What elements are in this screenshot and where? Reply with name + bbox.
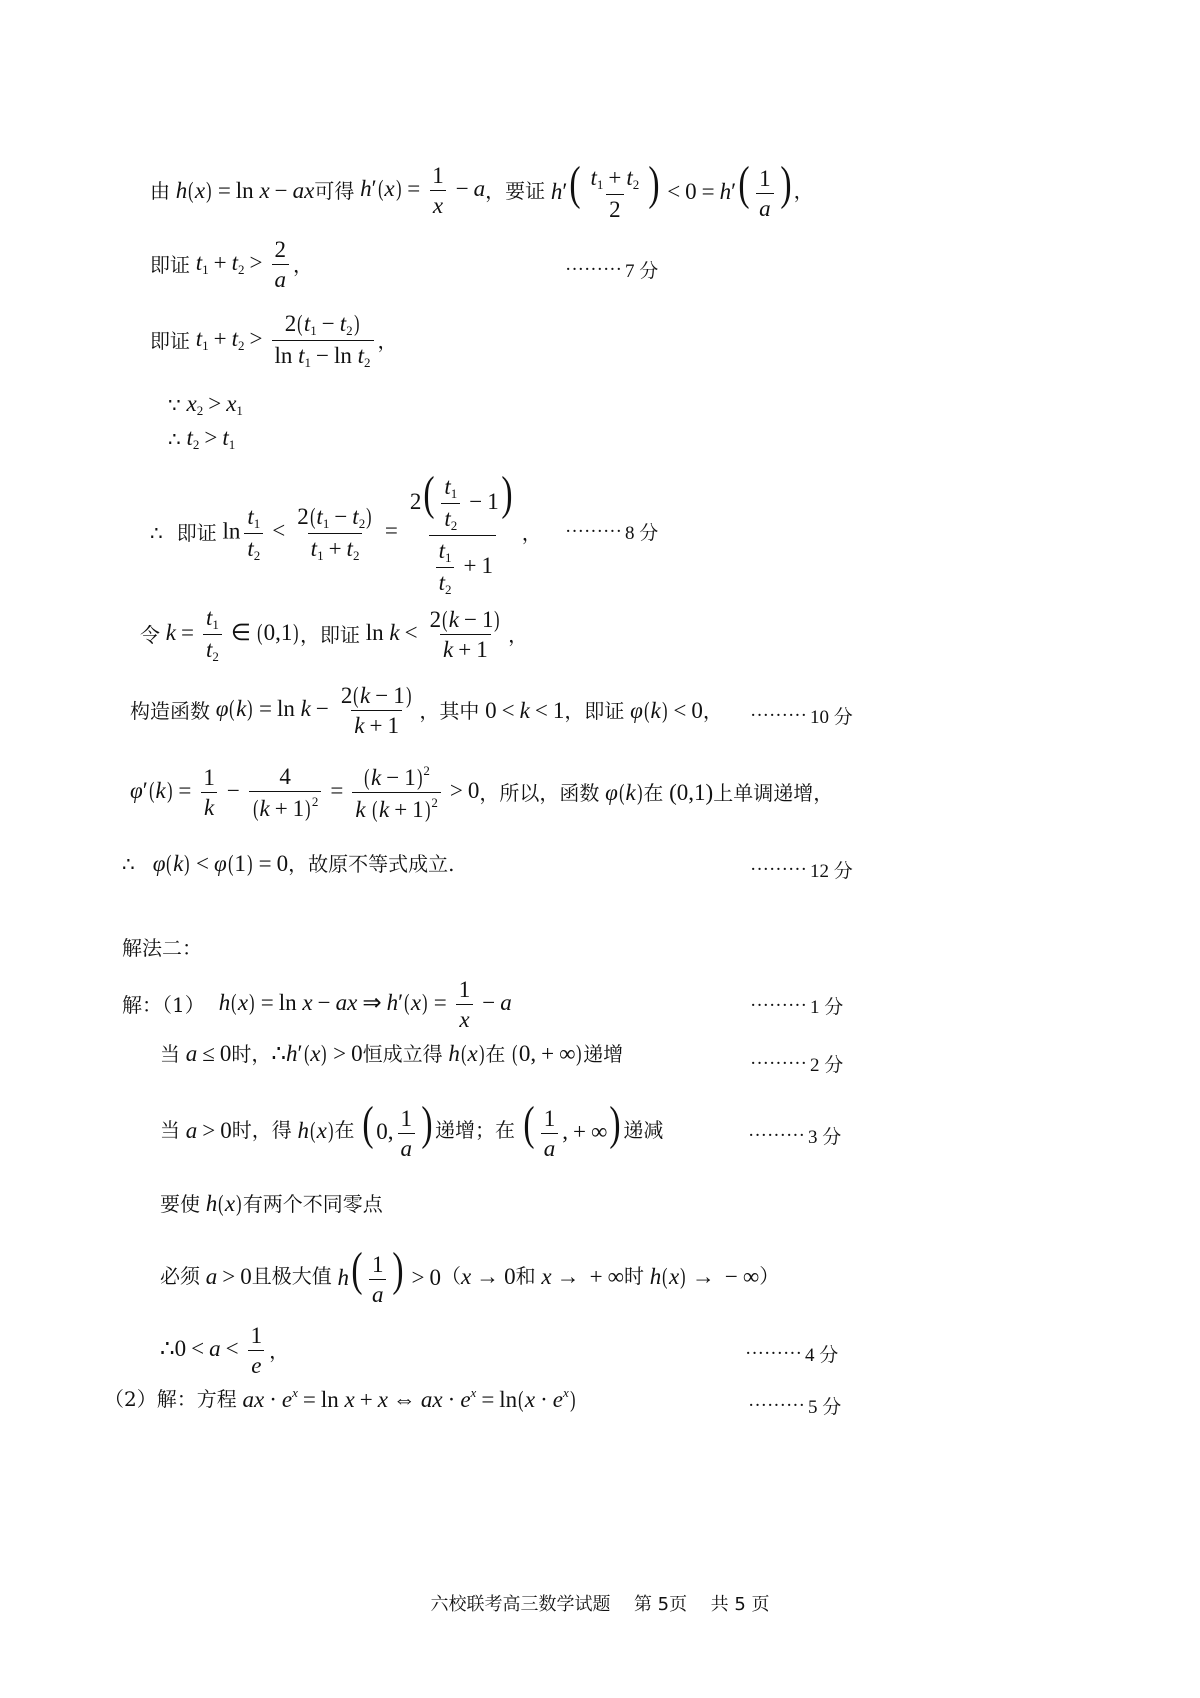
formula-interval-01: (0,1) <box>663 780 714 805</box>
footer-page: 第 5页 <box>633 1594 688 1615</box>
formula-x-to-inf: x → + ∞ <box>541 1263 625 1289</box>
formula-t2-gt-t1: $t_2 > t_1$ <box>186 425 236 452</box>
formula-hx-to-neg-inf: h(x) → − ∞ <box>649 1263 760 1289</box>
line-case-a-nonpos: 当 a ≤ 0 时， ∴h′(x) > 0 恒成立得 h(x) 在 (0, + ∞) 递增 <box>160 1041 624 1066</box>
score-marker: ········· 2 分 <box>750 1052 844 1076</box>
formula-a-range: ∴0 < a < $\frac{1}{e}$ <box>160 1324 269 1377</box>
line-conclusion: ∴ φ(k) < φ(1) = 0 ，故原不等式成立. <box>122 851 455 876</box>
line-part-one: 解：（1） h(x) = ln x − ax ⇒ h′(x) = $\frac{1}{x}$ − a <box>122 977 512 1032</box>
formula-phi-lt: φ(k) < φ(1) = 0 <box>152 851 289 876</box>
formula-lnk-ineq: ln k < $\frac{2(k - 1)}{k + 1}$ <box>359 607 500 662</box>
formula-h-def: h(x) = ln x − ax <box>175 178 315 204</box>
formula-phi-neg: φ(k) < 0 <box>630 698 703 723</box>
line-let-k: 令 k = $\frac{t_1}{t_2}$ ∈ (0,1) ，即证 ln k < $\frac{2(k - 1)}{k + 1}$ ， <box>140 605 529 664</box>
formula-phi-k: φ(k) <box>605 780 643 805</box>
line-derivative-setup: 由 h(x) = ln x − ax 可得 h′(x) = $\frac{1}{x}$ − a ，要证 h′( $\frac{t_1 + t_2}{2}$ ) < 0 = h′( $\frac{1}{a}$ ) ， <box>150 157 814 223</box>
formula-hx: h(x) <box>448 1041 485 1066</box>
line-prove-log-ratio: ∴ 即证 ln $\frac{t_1}{t_2}$ < $\frac{2(t_1 - t_2)}{t_1 + t_2}$ = 2( $\frac{t_1}{t_2}$ − 1) $\frac{t_1}{t_2}$ + 1 ， <box>150 467 542 598</box>
line-two-zeros: 要使 h(x) 有两个不同零点 <box>160 1191 383 1216</box>
line-construct-phi: 构造函数 φ(k) = ln k − $\frac{2(k - 1)}{k + 1}$ ，其中 0 < k < 1 ，即证 φ(k) < 0 ， <box>130 683 723 738</box>
formula-hprime-pos: ∴h′(x) > 0 <box>271 1041 363 1066</box>
line-necessary-condition: 必须 a > 0 且极大值 h( $\frac{1}{a}$ ) > 0 （ x → 0 和 x → + ∞ 时 h(x) → − ∞ ） <box>160 1243 780 1308</box>
score-marker: ········· 1 分 <box>750 994 844 1018</box>
formula-to-prove: h′( $\frac{t_1 + t_2}{2}$ ) < 0 = h′( $\frac{1}{a}$ ) <box>550 157 792 223</box>
line-because: ∵ $x_2 > x_1$ <box>168 391 243 418</box>
formula-h-prime: h′(x) = $\frac{1}{x}$ − a <box>360 163 486 219</box>
line-prove-sum: 即证 $t_1 + t_2$ > $\frac{2}{a}$ ， <box>150 237 313 292</box>
formula-a-gt-0: a > 0 <box>185 1117 232 1143</box>
formula-interval-decreasing: ( $\frac{1}{a}$ , + ∞) <box>523 1097 621 1162</box>
formula-log-ineq: ln $\frac{t_1}{t_2}$ < $\frac{2(t_1 - t_2)}{t_1 + t_2}$ = 2( $\frac{t_1}{t_2}$ − 1) $\frac{t_1}{t_2}$ + 1 <box>216 467 513 598</box>
score-marker: ········· 8 分 <box>565 520 659 544</box>
formula-hx: h(x) <box>205 1191 242 1216</box>
line-a-range: ∴0 < a < $\frac{1}{e}$ ， <box>160 1323 290 1378</box>
formula-x2-gt-x1: $x_2 > x_1$ <box>186 391 243 418</box>
formula-hx: h(x) <box>297 1117 334 1143</box>
formula-sum-gt: $t_1 + t_2$ > $\frac{2}{a}$ <box>190 238 293 291</box>
formula-phi-prime: φ′(k) = $\frac{1}{k}$ − $\frac{4}{(k + 1)^2}$ = $\frac{(k - 1)^2}{k (k + 1)^2}$ > 0 <box>130 763 480 822</box>
formula-a-gt-0: a > 0 <box>205 1263 252 1289</box>
score-marker: ········· 5 分 <box>748 1394 842 1418</box>
formula-phi-def: φ(k) = ln k − $\frac{2(k - 1)}{k + 1}$ <box>215 683 412 738</box>
page-footer <box>0 1590 1200 1616</box>
score-marker: ········· 3 分 <box>748 1124 842 1148</box>
score-marker: ········· 12 分 <box>750 858 853 882</box>
formula-sum-ratio: $t_1 + t_2$ > $\frac{2(t_1 - t_2)}{\ln t_1 - \ln t_2}$ <box>190 312 378 369</box>
line-therefore-t: ∴ $t_2 > t_1$ <box>168 425 236 452</box>
formula-k-range: 0 < k < 1 <box>479 698 565 723</box>
formula-x-to-0: x → 0 <box>460 1263 516 1289</box>
line-case-a-pos: 当 a > 0 时，得 h(x) 在 ( 0, $\frac{1}{a}$ ) 递增；在 ( $\frac{1}{a}$ , + ∞) 递减 <box>160 1097 664 1162</box>
score-marker: ········· 10 分 <box>750 704 853 728</box>
formula-k-def: k = $\frac{t_1}{t_2}$ ∈ (0,1) <box>165 605 299 664</box>
line-phi-derivative: φ′(k) = $\frac{1}{k}$ − $\frac{4}{(k + 1)^2}$ = $\frac{(k - 1)^2}{k (k + 1)^2}$ > 0 ，所以，函数 φ(k) 在 (0,1) 上单调递增， <box>130 763 834 822</box>
section-heading-method-two: 解法二： <box>122 936 202 960</box>
score-marker: ········· 4 分 <box>745 1342 839 1366</box>
footer-total: 共 5 页 <box>710 1594 770 1615</box>
formula-h-implies: h(x) = ln x − ax ⇒ h′(x) = $\frac{1}{x}$ − a <box>218 977 512 1032</box>
formula-max-value: h( $\frac{1}{a}$ ) > 0 <box>337 1243 441 1308</box>
score-marker: ········· 7 分 <box>565 258 659 282</box>
formula-a-le-0: a ≤ 0 <box>185 1041 232 1066</box>
formula-equation: ax · $e^x = \ln x + x$ ⇔ ax · $e^x = \ln(x \cdot e^x)$ <box>242 1385 576 1412</box>
formula-interval-increasing: ( 0, $\frac{1}{a}$ ) <box>362 1097 433 1162</box>
line-part-two: （2）解：方程 ax · $e^x = \ln x + x$ ⇔ ax · $e^x = \ln(x \cdot e^x)$ <box>104 1385 576 1412</box>
formula-interval-0-inf: (0, + ∞) <box>512 1041 582 1066</box>
line-prove-ratio: 即证 $t_1 + t_2$ > $\frac{2(t_1 - t_2)}{\ln t_1 - \ln t_2}$ ， <box>150 311 398 370</box>
footer-title: 六校联考高三数学试题 <box>430 1594 611 1615</box>
